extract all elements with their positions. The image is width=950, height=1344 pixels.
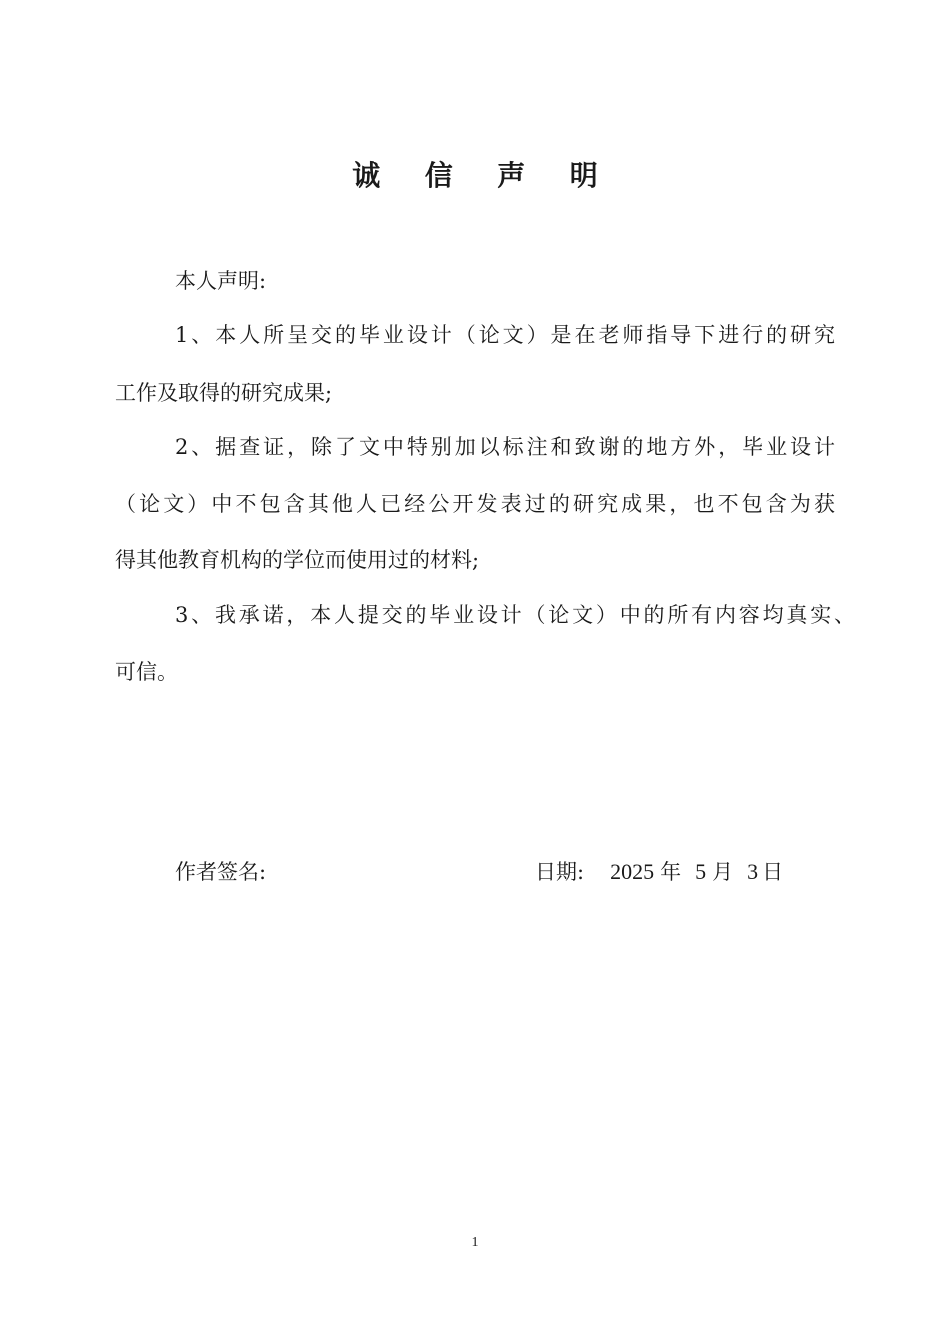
date-year-unit: 年 <box>660 860 682 884</box>
statement-intro: 本人声明: <box>175 269 267 293</box>
date-day: 3 <box>747 859 759 884</box>
paragraph-1-line-2: 工作及取得的研究成果; <box>115 381 333 405</box>
paragraph-2-line-1: 2、据查证，除了文中特别加以标注和致谢的地方外，毕业设计 <box>175 435 835 459</box>
date-month: 5 <box>695 859 707 884</box>
date-label: 日期: <box>535 860 585 884</box>
page-title: 诚 信 声 明 <box>352 159 616 192</box>
paragraph-3-line-1: 3、我承诺，本人提交的毕业设计（论文）中的所有内容均真实、 <box>175 603 855 627</box>
paragraph-2-line-2: （论文）中不包含其他人已经公开发表过的研究成果，也不包含为获 <box>115 492 835 516</box>
date-field <box>535 857 783 887</box>
paragraph-3-line-2: 可信。 <box>115 660 178 684</box>
date-year: 2025 <box>610 859 655 884</box>
signature-row <box>175 857 815 887</box>
paragraph-2-line-3: 得其他教育机构的学位而使用过的材料; <box>115 548 480 572</box>
date-month-unit: 月 <box>712 860 734 884</box>
page-number: 1 <box>471 1235 479 1250</box>
author-signature-label: 作者签名: <box>175 860 267 884</box>
paragraph-1-line-1: 1、本人所呈交的毕业设计（论文）是在老师指导下进行的研究 <box>175 323 835 347</box>
date-day-unit: 日 <box>762 860 784 884</box>
